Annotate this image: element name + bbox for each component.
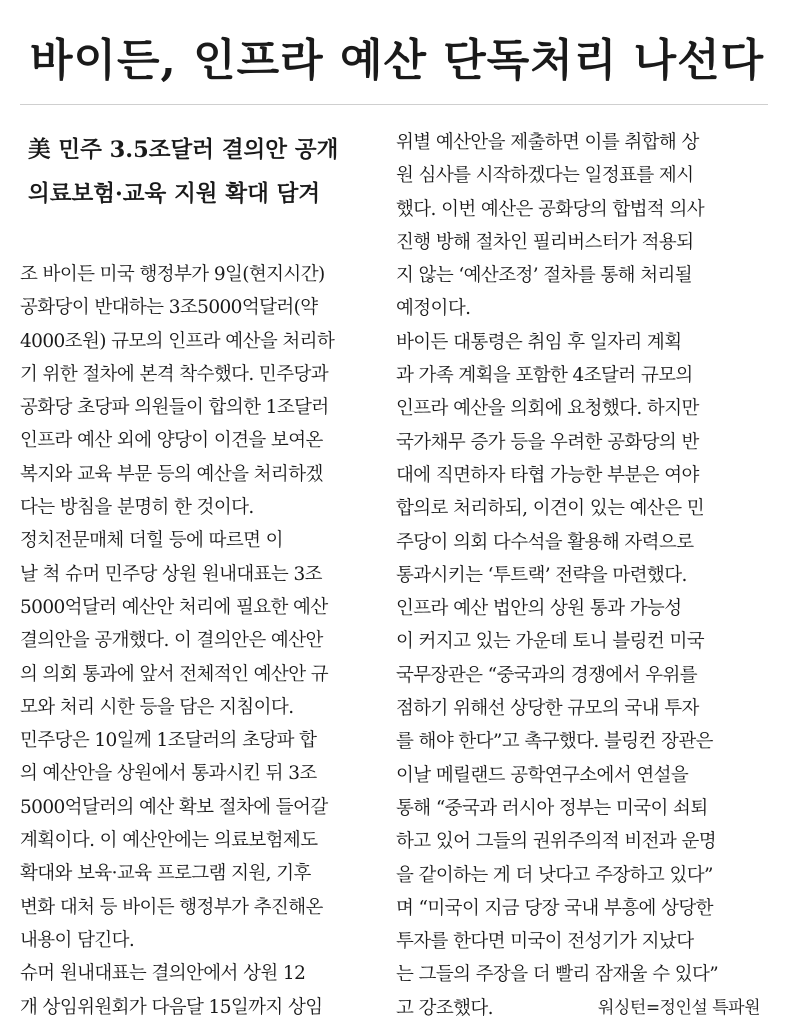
article-text-line: 이날 메릴랜드 공학연구소에서 연설을 [396, 764, 689, 786]
article-text-line: 내용이 담긴다. [20, 929, 135, 951]
article-text-line: 민주당은 10일께 1조달러의 초당파 합 [20, 730, 317, 752]
article-text-line: 지 않는 ‘예산조정’ 절차를 통해 처리될 [396, 265, 693, 287]
article-text-line: 결의안을 공개했다. 이 결의안은 예산안 [20, 630, 323, 652]
article-text-line: 조 바이든 미국 행정부가 9일(현지시간) [20, 264, 325, 285]
article-text-line: 국무장관은 “중국과의 경쟁에서 우위를 [396, 664, 698, 686]
article-text-line: 확대와 보육·교육 프로그램 지원, 기후 [20, 863, 311, 885]
article-text-line: 의 의회 통과에 앞서 전체적인 예산안 규 [20, 663, 329, 685]
article-text-line: 5000억달러 예산안 처리에 필요한 예산 [20, 596, 328, 618]
article-text-line: 투자를 한다면 미국이 전성기가 지났다 [396, 931, 694, 953]
article-text-line: 날 척 슈머 민주당 상원 원내대표는 3조 [20, 563, 322, 585]
article-text-line: 공화당이 반대하는 3조5000억달러(약 [20, 297, 318, 319]
headline: 바이든, 인프라 예산 단독처리 나선다 [30, 35, 765, 86]
article-text-line: 복지와 교육 부문 등의 예산을 처리하겠 [20, 463, 323, 485]
article-text-line: 변화 대처 등 바이든 행정부가 추진해온 [20, 896, 323, 918]
article-text-line: 이 커지고 있는 가운데 토니 블링컨 미국 [396, 631, 705, 653]
subheadline-line: 美 민주 3.5조달러 결의안 공개 [28, 137, 339, 163]
article-text-line: 인프라 예산 외에 양당이 이견을 보여온 [20, 430, 323, 452]
article-text-line: 공화당 초당파 의원들이 합의한 1조달러 [20, 397, 329, 419]
article-text-line: 통과시키는 ‘투트랙’ 전략을 마련했다. [396, 564, 687, 586]
article-text-line: 모와 처리 시한 등을 담은 지침이다. [20, 696, 294, 718]
article-text-line: 국가채무 증가 등을 우려한 공화당의 반 [396, 431, 699, 453]
article-text-line: 원 심사를 시작하겠다는 일정표를 제시 [396, 165, 694, 187]
article-text-line: 통해 “중국과 러시아 정부는 미국이 쇠퇴 [396, 797, 708, 819]
headline-divider [20, 104, 768, 105]
article-text-line: 계획이다. 이 예산안에는 의료보험제도 [20, 830, 318, 852]
article-text-line: 기 위한 절차에 본격 착수했다. 민주당과 [20, 363, 329, 385]
article-text-line: 예정이다. [396, 298, 471, 320]
article-text-line: 을 같이하는 게 더 낫다고 주장하고 있다” [396, 864, 713, 886]
subheadline-line: 의료보험·교육 지원 확대 담겨 [28, 181, 321, 207]
article-text-line: 를 해야 한다”고 촉구했다. 블링컨 장관은 [396, 731, 713, 753]
byline: 워싱턴=정인설 특파원 [598, 997, 760, 1018]
article-text-line: 슈머 원내대표는 결의안에서 상원 12 [20, 963, 306, 985]
article-text-line: 했다. 이번 예산은 공화당의 합법적 의사 [396, 198, 705, 220]
article-text-line: 인프라 예산을 의회에 요청했다. 하지만 [396, 398, 699, 420]
article-text-line: 5000억달러의 예산 확보 절차에 들어갈 [20, 796, 328, 818]
article-text-line: 4000조원) 규모의 인프라 예산을 처리하 [20, 330, 335, 352]
article-text-line: 개 상임위원회가 다음달 15일까지 상임 [20, 996, 323, 1018]
article-text-line: 하고 있어 그들의 권위주의적 비전과 운명 [396, 831, 717, 853]
article-text-line [396, 992, 768, 1025]
article-text-line: 대에 직면하자 타협 가능한 부분은 여야 [396, 464, 699, 486]
article-text-line: 바이든 대통령은 취임 후 일자리 계획 [396, 331, 682, 353]
article-column-right [396, 126, 768, 1025]
article-text-line: 는 그들의 주장을 더 빨리 잠재울 수 있다” [396, 964, 719, 986]
article-text-line: 주당이 의회 다수석을 활용해 자력으로 [396, 531, 694, 553]
article-text-line: 합의로 처리하되, 이견이 있는 예산은 민 [396, 498, 705, 520]
article-column-left [20, 258, 392, 1024]
article-text-line: 과 가족 계획을 포함한 4조달러 규모의 [396, 365, 693, 387]
article-text-line: 정치전문매체 더힐 등에 따르면 이 [20, 530, 283, 552]
article-text-line: 점하기 위해선 상당한 규모의 국내 투자 [396, 698, 699, 720]
article-text-line: 인프라 예산 법안의 상원 통과 가능성 [396, 598, 682, 620]
subheadline [28, 128, 380, 216]
article-text-line: 진행 방해 절차인 필리버스터가 적용되 [396, 231, 694, 253]
article-text-line: 며 “미국이 지금 당장 국내 부흥에 상당한 [396, 897, 713, 919]
article-text-line: 의 예산안을 상원에서 통과시킨 뒤 3조 [20, 763, 317, 785]
article-text-line: 위별 예산안을 제출하면 이를 취합해 상 [396, 132, 699, 153]
article-text-line-content: 고 강조했다. [396, 997, 493, 1019]
article-text-line: 다는 방침을 분명히 한 것이다. [20, 497, 254, 519]
